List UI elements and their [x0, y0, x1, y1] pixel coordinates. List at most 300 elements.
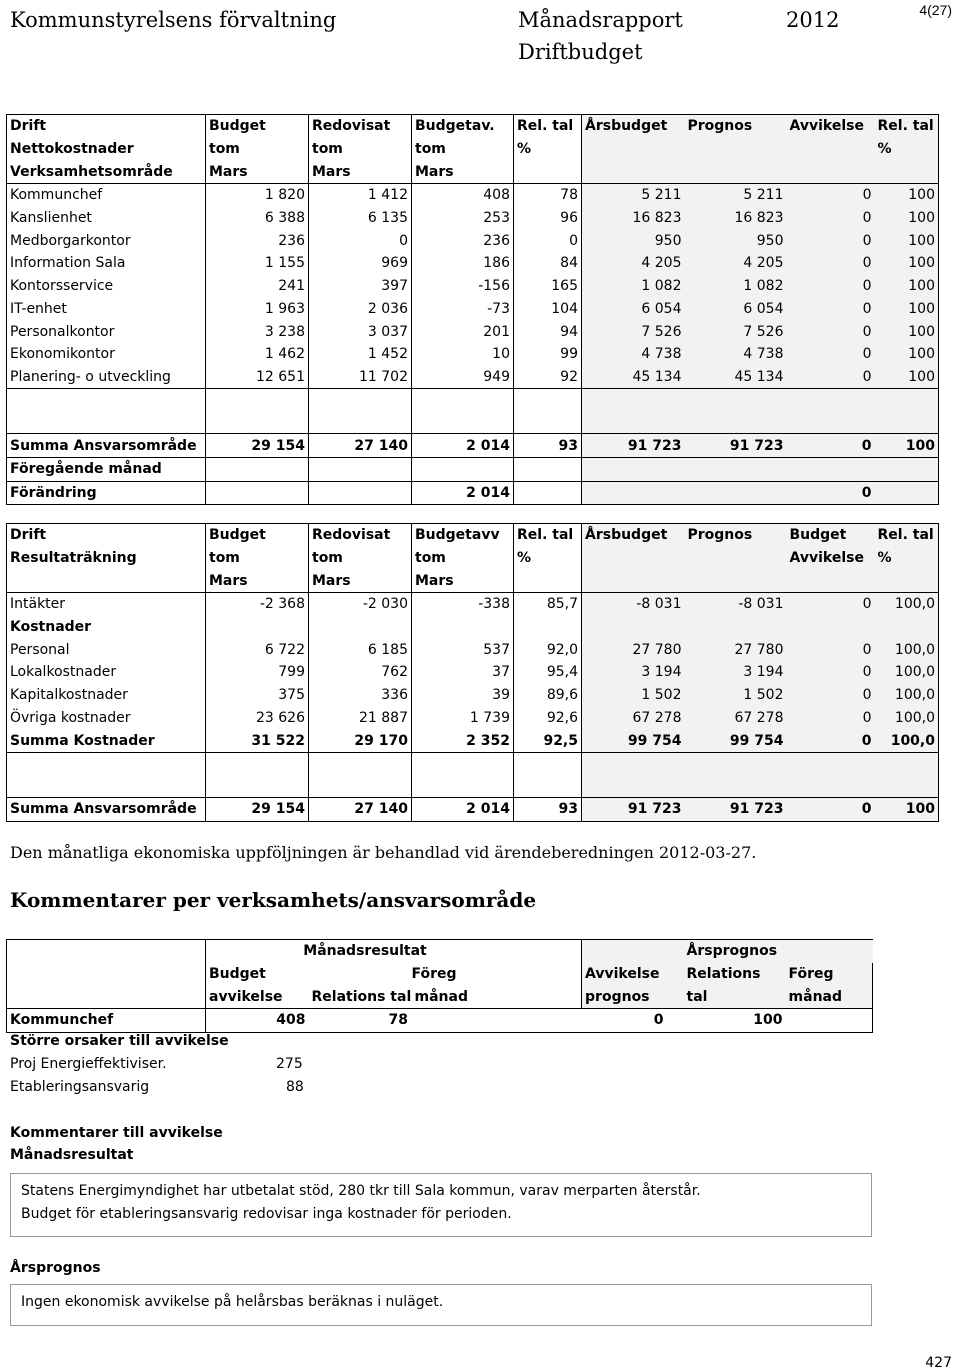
row-label-cell: Kanslienhet — [7, 207, 206, 230]
report-subtitle: Driftbudget — [518, 40, 643, 64]
value-cell: 375 — [206, 684, 309, 707]
foregaende-row — [7, 457, 939, 481]
value-cell: 2 014 — [412, 434, 514, 458]
value-cell — [685, 138, 787, 161]
value-cell: 27 780 — [685, 638, 787, 661]
value-cell — [787, 138, 875, 161]
row-label-cell: Nettokostnader — [7, 138, 206, 161]
value-cell — [875, 481, 939, 505]
value-cell: 84 — [514, 252, 582, 275]
value-cell: Redovisat — [309, 524, 412, 547]
value-cell: 67 278 — [582, 707, 685, 730]
spacer-row — [7, 752, 939, 797]
value-cell: 100 — [875, 298, 939, 321]
value-cell — [787, 569, 875, 592]
value-cell: 27 780 — [582, 638, 685, 661]
value-cell — [582, 457, 685, 481]
value-cell: 6 185 — [309, 638, 412, 661]
value-cell: 950 — [685, 229, 787, 252]
row-label-cell: Planering- o utveckling — [7, 366, 206, 389]
col-budget: Budget — [206, 963, 309, 986]
table-row — [7, 593, 939, 616]
summa-row — [7, 797, 939, 821]
value-cell: 91 723 — [582, 797, 685, 821]
value-cell: 4 738 — [582, 343, 685, 366]
org-name: Kommunstyrelsens förvaltning — [10, 8, 337, 32]
comment-table — [6, 939, 873, 1033]
value-cell: tom — [206, 138, 309, 161]
col-relations2: Relations — [684, 963, 786, 986]
value-cell: % — [514, 138, 582, 161]
value-cell — [514, 160, 582, 183]
value-cell: 1 412 — [309, 184, 412, 207]
row-label-cell: Personalkontor — [7, 320, 206, 343]
value-cell: Mars — [309, 569, 412, 592]
col-manad2: månad — [786, 985, 873, 1008]
value-cell: 92 — [514, 366, 582, 389]
page-number: 4(27) — [919, 2, 952, 18]
value-cell: tom — [309, 547, 412, 570]
value-cell — [582, 547, 685, 570]
value-cell: 397 — [309, 275, 412, 298]
value-cell: 100 — [875, 229, 939, 252]
value-cell: Redovisat — [309, 115, 412, 138]
value-cell — [412, 616, 514, 639]
value-cell — [514, 616, 582, 639]
value-cell: 4 205 — [685, 252, 787, 275]
arsprognos-line: Ingen ekonomisk avvikelse på helårsbas beräknas i nuläget. — [21, 1294, 444, 1310]
value-cell: 6 135 — [309, 207, 412, 230]
value-cell: 11 702 — [309, 366, 412, 389]
value-cell: 5 211 — [582, 184, 685, 207]
value-cell: Prognos — [685, 115, 787, 138]
value-cell — [514, 457, 582, 481]
value-cell — [514, 481, 582, 505]
row-budget-avvikelse: 408 — [206, 1009, 309, 1033]
value-cell: 85,7 — [514, 593, 582, 616]
value-cell — [875, 569, 939, 592]
value-cell — [309, 616, 412, 639]
value-cell: 16 823 — [582, 207, 685, 230]
value-cell: % — [514, 547, 582, 570]
value-cell — [685, 547, 787, 570]
value-cell: 95,4 — [514, 661, 582, 684]
value-cell: 201 — [412, 320, 514, 343]
value-cell: 99 754 — [582, 729, 685, 752]
table-row — [7, 707, 939, 730]
value-cell: 91 723 — [582, 434, 685, 458]
value-cell: 100 — [875, 184, 939, 207]
table-row — [7, 638, 939, 661]
value-cell: 7 526 — [582, 320, 685, 343]
value-cell: tom — [309, 138, 412, 161]
value-cell: 0 — [787, 252, 875, 275]
header-row — [7, 115, 939, 138]
value-cell: 12 651 — [206, 366, 309, 389]
driftbudget-table — [6, 114, 939, 505]
value-cell: 2 014 — [412, 481, 514, 505]
value-cell: 4 738 — [685, 343, 787, 366]
row-label-cell: Kapitalkostnader — [7, 684, 206, 707]
value-cell: 253 — [412, 207, 514, 230]
value-cell: 4 205 — [582, 252, 685, 275]
orsak-value: 275 — [276, 1056, 303, 1072]
value-cell: 99 — [514, 343, 582, 366]
orsak-value: 88 — [286, 1079, 304, 1095]
col-avvikelse: avvikelse — [206, 985, 309, 1008]
row-label-cell: Personal — [7, 638, 206, 661]
kommentar-subtitle: Månadsresultat — [10, 1147, 134, 1163]
table-row — [7, 298, 939, 321]
arsprognos-box — [10, 1284, 872, 1326]
row-avvikelse-prognos: 0 — [582, 1009, 684, 1033]
table-row — [7, 207, 939, 230]
value-cell: Mars — [412, 569, 514, 592]
value-cell: 0 — [787, 343, 875, 366]
value-cell: 67 278 — [685, 707, 787, 730]
value-cell: 0 — [787, 434, 875, 458]
value-cell — [875, 616, 939, 639]
table-row — [7, 729, 939, 752]
resultatrakning-table — [6, 523, 939, 822]
value-cell: 100 — [875, 252, 939, 275]
value-cell: 1 462 — [206, 343, 309, 366]
value-cell: 0 — [787, 684, 875, 707]
value-cell: 93 — [514, 797, 582, 821]
value-cell: 1 502 — [582, 684, 685, 707]
value-cell: 7 526 — [685, 320, 787, 343]
value-cell — [875, 160, 939, 183]
value-cell: 186 — [412, 252, 514, 275]
value-cell: -2 030 — [309, 593, 412, 616]
value-cell: 6 388 — [206, 207, 309, 230]
value-cell: 100,0 — [875, 593, 939, 616]
value-cell: 27 140 — [309, 434, 412, 458]
col-manad: månad — [412, 985, 582, 1008]
orsak-label: Etableringsansvarig — [10, 1079, 150, 1095]
review-note: Den månatliga ekonomiska uppföljningen är behandlad vid ärendeberedningen 2012-03-27. — [10, 843, 757, 862]
header-row — [7, 547, 939, 570]
value-cell — [685, 481, 787, 505]
row-label-cell: Medborgarkontor — [7, 229, 206, 252]
col-prognos: prognos — [582, 985, 684, 1008]
value-cell: 3 037 — [309, 320, 412, 343]
value-cell: tom — [412, 138, 514, 161]
row-relations-tal2: 100 — [684, 1009, 786, 1033]
value-cell — [582, 616, 685, 639]
table-row — [7, 184, 939, 207]
value-cell: 2 352 — [412, 729, 514, 752]
value-cell: tom — [206, 547, 309, 570]
value-cell: 100 — [875, 343, 939, 366]
value-cell: Avvikelse — [787, 115, 875, 138]
col-avvikelse2: Avvikelse — [582, 963, 684, 986]
value-cell: 236 — [412, 229, 514, 252]
row-label-cell: Kostnader — [7, 616, 206, 639]
orsaker-title: Större orsaker till avvikelse — [10, 1033, 229, 1049]
value-cell: 0 — [787, 481, 875, 505]
value-cell: 5 211 — [685, 184, 787, 207]
value-cell: -73 — [412, 298, 514, 321]
value-cell: 16 823 — [685, 207, 787, 230]
footer-page-number: 427 — [925, 1355, 952, 1371]
value-cell: 91 723 — [685, 797, 787, 821]
value-cell: 336 — [309, 684, 412, 707]
value-cell: Mars — [412, 160, 514, 183]
value-cell: 537 — [412, 638, 514, 661]
group-arsprognos: Årsprognos — [684, 940, 873, 963]
value-cell: Årsbudget — [582, 115, 685, 138]
value-cell — [206, 481, 309, 505]
row-label-cell: Föregående månad — [7, 457, 206, 481]
value-cell: 78 — [514, 184, 582, 207]
value-cell: 6 722 — [206, 638, 309, 661]
value-cell: Budgetavv — [412, 524, 514, 547]
value-cell: 1 739 — [412, 707, 514, 730]
report-year: 2012 — [786, 8, 840, 32]
value-cell: 0 — [787, 229, 875, 252]
value-cell: 37 — [412, 661, 514, 684]
value-cell: 0 — [787, 184, 875, 207]
table-row — [7, 275, 939, 298]
row-label-cell: Drift — [7, 115, 206, 138]
value-cell: -338 — [412, 593, 514, 616]
value-cell: Mars — [206, 569, 309, 592]
row-label-cell: Verksamhetsområde — [7, 160, 206, 183]
value-cell: 100,0 — [875, 684, 939, 707]
row-label-cell: Information Sala — [7, 252, 206, 275]
value-cell: 92,0 — [514, 638, 582, 661]
kommentar-line: Statens Energimyndighet har utbetalat stöd, 280 tkr till Sala kommun, varav merparten återstår. — [21, 1183, 701, 1199]
header-row — [7, 524, 939, 547]
value-cell — [582, 569, 685, 592]
value-cell: 29 154 — [206, 434, 309, 458]
row-label-cell: Summa Ansvarsområde — [7, 434, 206, 458]
value-cell: 0 — [787, 298, 875, 321]
value-cell: 0 — [787, 661, 875, 684]
group-manadsresultat: Månadsresultat — [206, 940, 582, 963]
value-cell: 6 054 — [582, 298, 685, 321]
value-cell: 0 — [787, 275, 875, 298]
row-label-cell: Kontorsservice — [7, 275, 206, 298]
value-cell: tom — [412, 547, 514, 570]
arsprognos-title: Årsprognos — [10, 1260, 101, 1276]
value-cell: 2 014 — [412, 797, 514, 821]
row-label-cell: Lokalkostnader — [7, 661, 206, 684]
value-cell — [309, 481, 412, 505]
value-cell — [685, 616, 787, 639]
value-cell — [787, 457, 875, 481]
kommentar-line: Budget för etableringsansvarig redovisar inga kostnader för perioden. — [21, 1206, 512, 1222]
value-cell: 1 963 — [206, 298, 309, 321]
spacer-row — [7, 389, 939, 434]
value-cell: 23 626 — [206, 707, 309, 730]
value-cell: 3 194 — [582, 661, 685, 684]
value-cell: 100 — [875, 320, 939, 343]
value-cell — [206, 457, 309, 481]
table-row — [7, 229, 939, 252]
row-label-cell: Drift — [7, 524, 206, 547]
value-cell — [685, 457, 787, 481]
comments-heading: Kommentarer per verksamhets/ansvarsområde — [10, 888, 537, 912]
value-cell: % — [875, 547, 939, 570]
kommentar-box — [10, 1173, 872, 1237]
value-cell: 10 — [412, 343, 514, 366]
value-cell — [582, 160, 685, 183]
value-cell: 2 036 — [309, 298, 412, 321]
table-row — [7, 343, 939, 366]
value-cell: 1 082 — [685, 275, 787, 298]
row-label-cell: Övriga kostnader — [7, 707, 206, 730]
value-cell: 0 — [787, 797, 875, 821]
header-row — [7, 138, 939, 161]
value-cell: 91 723 — [685, 434, 787, 458]
kommentar-title: Kommentarer till avvikelse — [10, 1125, 223, 1141]
value-cell: 236 — [206, 229, 309, 252]
row-label-cell: Ekonomikontor — [7, 343, 206, 366]
value-cell — [685, 160, 787, 183]
value-cell: Rel. tal — [514, 524, 582, 547]
value-cell: 1 502 — [685, 684, 787, 707]
value-cell: 6 054 — [685, 298, 787, 321]
value-cell — [685, 569, 787, 592]
value-cell: 92,6 — [514, 707, 582, 730]
value-cell: Prognos — [685, 524, 787, 547]
value-cell: 0 — [787, 729, 875, 752]
value-cell: 3 194 — [685, 661, 787, 684]
value-cell: Budget — [206, 524, 309, 547]
value-cell: 0 — [787, 320, 875, 343]
value-cell: 92,5 — [514, 729, 582, 752]
value-cell: 100,0 — [875, 707, 939, 730]
value-cell: 799 — [206, 661, 309, 684]
row-label-cell: Förändring — [7, 481, 206, 505]
orsak-label: Proj Energieffektiviser. — [10, 1056, 167, 1072]
value-cell — [514, 569, 582, 592]
value-cell: Mars — [206, 160, 309, 183]
header-row — [7, 569, 939, 592]
value-cell: Avvikelse — [787, 547, 875, 570]
table-row — [7, 252, 939, 275]
summa-row — [7, 434, 939, 458]
value-cell: 949 — [412, 366, 514, 389]
value-cell: 0 — [787, 366, 875, 389]
row-relations-tal: 78 — [309, 1009, 412, 1033]
row-label-cell: IT-enhet — [7, 298, 206, 321]
value-cell — [412, 457, 514, 481]
value-cell: 0 — [787, 638, 875, 661]
value-cell: 3 238 — [206, 320, 309, 343]
value-cell: Budget — [787, 524, 875, 547]
row-label-cell: Summa Kostnader — [7, 729, 206, 752]
value-cell: 100 — [875, 207, 939, 230]
col-tal2: tal — [684, 985, 786, 1008]
value-cell: Mars — [309, 160, 412, 183]
table-row — [7, 320, 939, 343]
value-cell: 1 452 — [309, 343, 412, 366]
value-cell: 100 — [875, 275, 939, 298]
value-cell: 29 154 — [206, 797, 309, 821]
value-cell — [582, 481, 685, 505]
table-row — [7, 366, 939, 389]
value-cell: 100,0 — [875, 729, 939, 752]
report-title: Månadsrapport — [518, 8, 683, 32]
value-cell: 27 140 — [309, 797, 412, 821]
value-cell: 89,6 — [514, 684, 582, 707]
value-cell: % — [875, 138, 939, 161]
value-cell: 0 — [787, 593, 875, 616]
forandring-row — [7, 481, 939, 505]
row-label-cell: Resultaträkning — [7, 547, 206, 570]
table-row — [7, 616, 939, 639]
value-cell: 94 — [514, 320, 582, 343]
value-cell: -156 — [412, 275, 514, 298]
value-cell — [582, 138, 685, 161]
value-cell: -8 031 — [582, 593, 685, 616]
value-cell: 100,0 — [875, 638, 939, 661]
value-cell: 165 — [514, 275, 582, 298]
value-cell: 29 170 — [309, 729, 412, 752]
table-row — [7, 661, 939, 684]
value-cell: Budgetav. — [412, 115, 514, 138]
value-cell: Budget — [206, 115, 309, 138]
row-label-cell: Kommunchef — [7, 184, 206, 207]
value-cell — [787, 160, 875, 183]
value-cell: 1 082 — [582, 275, 685, 298]
value-cell: Årsbudget — [582, 524, 685, 547]
value-cell: 31 522 — [206, 729, 309, 752]
col-relations-tal: Relations tal — [309, 985, 412, 1008]
value-cell: 96 — [514, 207, 582, 230]
value-cell: 93 — [514, 434, 582, 458]
value-cell: 241 — [206, 275, 309, 298]
value-cell: 100,0 — [875, 661, 939, 684]
value-cell: 100 — [875, 366, 939, 389]
row-label-cell: Summa Ansvarsområde — [7, 797, 206, 821]
row-label-cell — [7, 569, 206, 592]
value-cell: Rel. tal — [875, 115, 939, 138]
value-cell: 21 887 — [309, 707, 412, 730]
row-label: Kommunchef — [7, 1009, 206, 1033]
value-cell: -8 031 — [685, 593, 787, 616]
value-cell: 0 — [309, 229, 412, 252]
value-cell: 0 — [787, 207, 875, 230]
value-cell: Rel. tal — [875, 524, 939, 547]
value-cell: 99 754 — [685, 729, 787, 752]
row-label-cell: Intäkter — [7, 593, 206, 616]
header-row — [7, 160, 939, 183]
value-cell: 104 — [514, 298, 582, 321]
col-foreg: Föreg — [411, 966, 457, 983]
value-cell: 45 134 — [685, 366, 787, 389]
value-cell — [875, 457, 939, 481]
value-cell: 950 — [582, 229, 685, 252]
value-cell: 1 155 — [206, 252, 309, 275]
value-cell — [309, 457, 412, 481]
value-cell: 100 — [875, 797, 939, 821]
col-foreg2: Föreg — [786, 963, 873, 986]
value-cell: 100 — [875, 434, 939, 458]
value-cell: 0 — [514, 229, 582, 252]
value-cell: 45 134 — [582, 366, 685, 389]
value-cell: 762 — [309, 661, 412, 684]
table-row — [7, 684, 939, 707]
value-cell: Rel. tal — [514, 115, 582, 138]
value-cell: 39 — [412, 684, 514, 707]
value-cell — [787, 616, 875, 639]
value-cell: 969 — [309, 252, 412, 275]
value-cell: 1 820 — [206, 184, 309, 207]
